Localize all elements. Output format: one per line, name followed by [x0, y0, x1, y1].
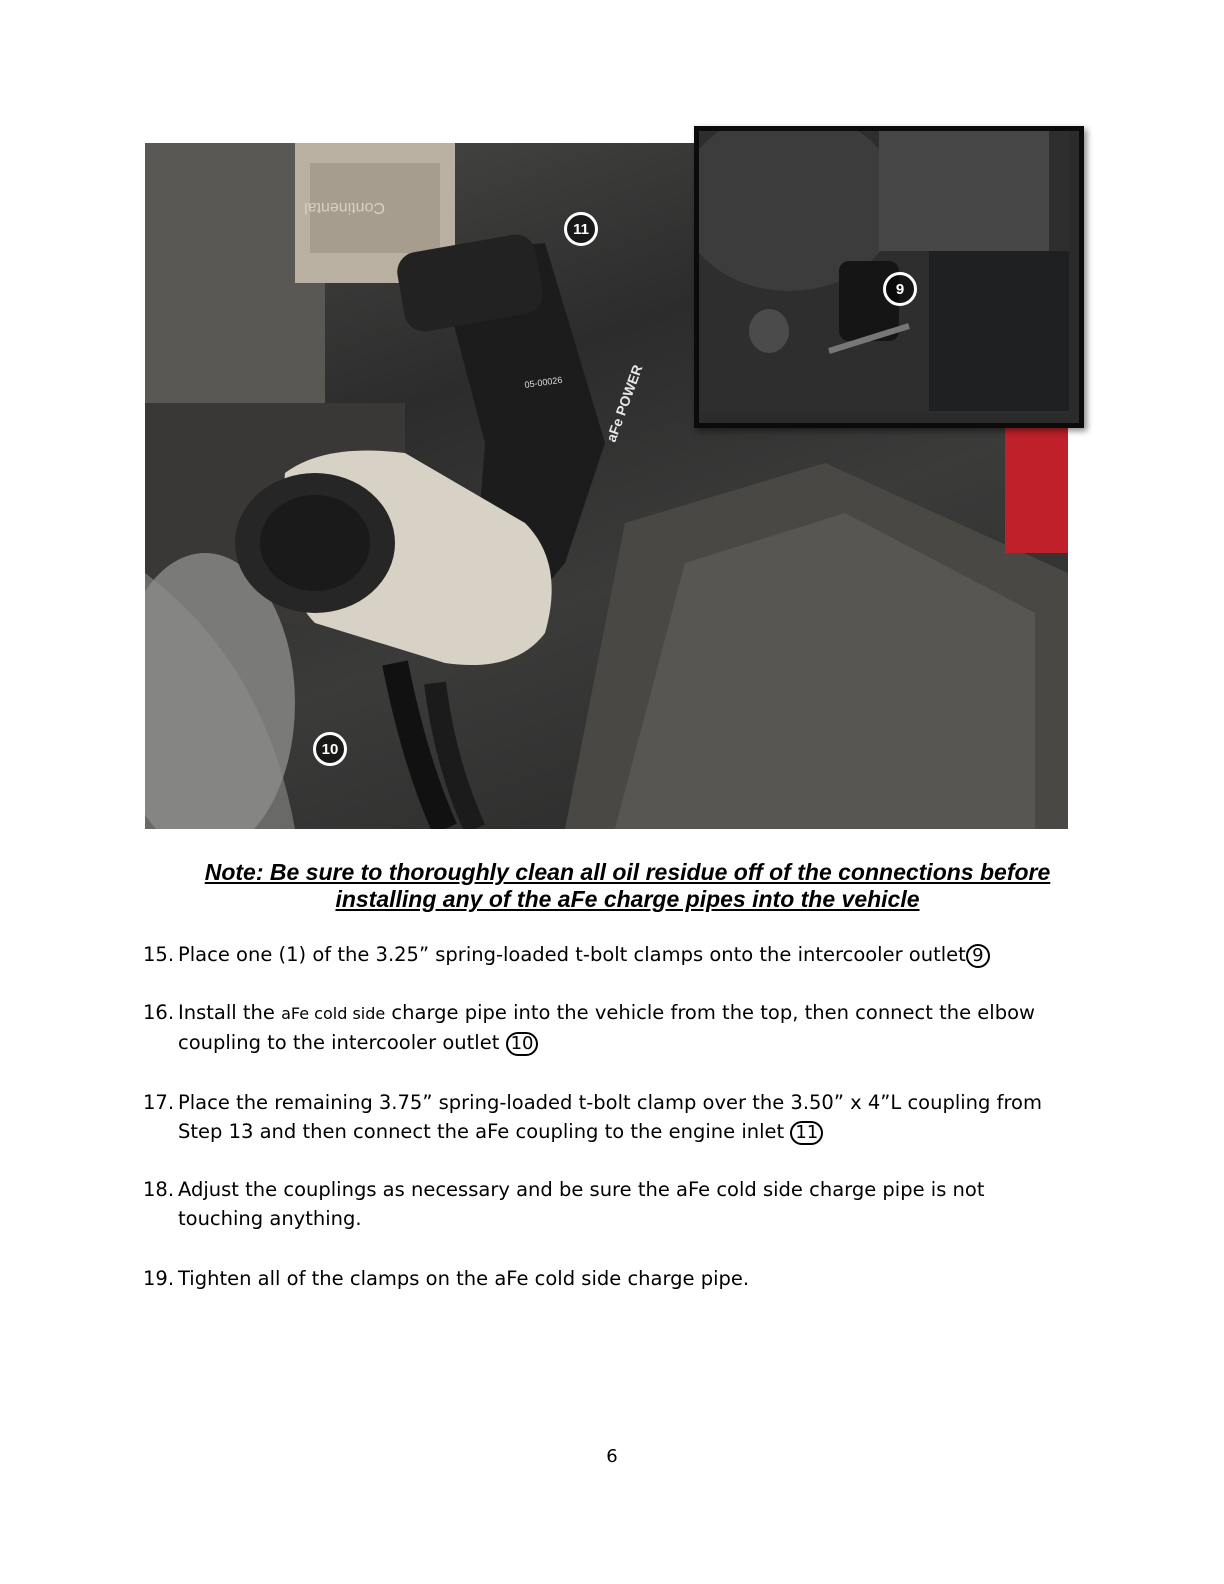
- step-number: 16.: [143, 1001, 175, 1024]
- step-text: [178, 1088, 1068, 1146]
- callout-11: 11: [564, 212, 598, 246]
- step-17-text: Place the remaining 3.75” spring-loaded t-bolt clamp over the 3.50” x 4”L coupling from Step 13 and then connect the aFe coupling to the engine inlet: [178, 1091, 1042, 1143]
- page-number: 6: [606, 1446, 618, 1467]
- ref-callout-10: 10: [506, 1032, 539, 1056]
- ref-callout-9: 9: [966, 944, 990, 968]
- step-number: 15.: [143, 943, 175, 966]
- afe-logo-marking: aFe POWER: [602, 362, 646, 445]
- step-text: [178, 998, 1068, 1057]
- note-line-1: Note: Be sure to thoroughly clean all oil residue off of the connections before: [204, 859, 1051, 885]
- step-number: 18.: [143, 1178, 175, 1201]
- step-15-text: Place one (1) of the 3.25” spring-loaded t-bolt clamps onto the intercooler outlet: [178, 943, 966, 966]
- part-number-marking: 05-00026: [523, 374, 563, 390]
- step-text: Adjust the couplings as necessary and be sure the aFe cold side charge pipe is not touching anything.: [178, 1178, 985, 1230]
- step-number: 19.: [143, 1267, 175, 1290]
- callout-10: 10: [313, 732, 347, 766]
- step-text: Tighten all of the clamps on the aFe cold side charge pipe.: [178, 1267, 750, 1290]
- cleaning-note: [180, 859, 1075, 913]
- ref-callout-11: 11: [790, 1121, 823, 1145]
- intercooler-inset-illustration: [699, 131, 1069, 413]
- step-16-small-text: aFe cold side: [281, 1004, 386, 1023]
- intercooler-outlet-inset-photo: [694, 126, 1084, 428]
- continental-marking: Continental: [304, 199, 385, 216]
- step-number: 17.: [143, 1091, 175, 1114]
- step-16-text-a: Install the: [178, 1001, 282, 1024]
- step-16-text-b: charge pipe into the vehicle from the top, then connect the elbow coupling to the intercooler outlet: [178, 1001, 1035, 1054]
- callout-9: 9: [883, 272, 917, 306]
- step-text: [178, 940, 1068, 969]
- note-line-2: installing any of the aFe charge pipes into the vehicle: [335, 886, 920, 912]
